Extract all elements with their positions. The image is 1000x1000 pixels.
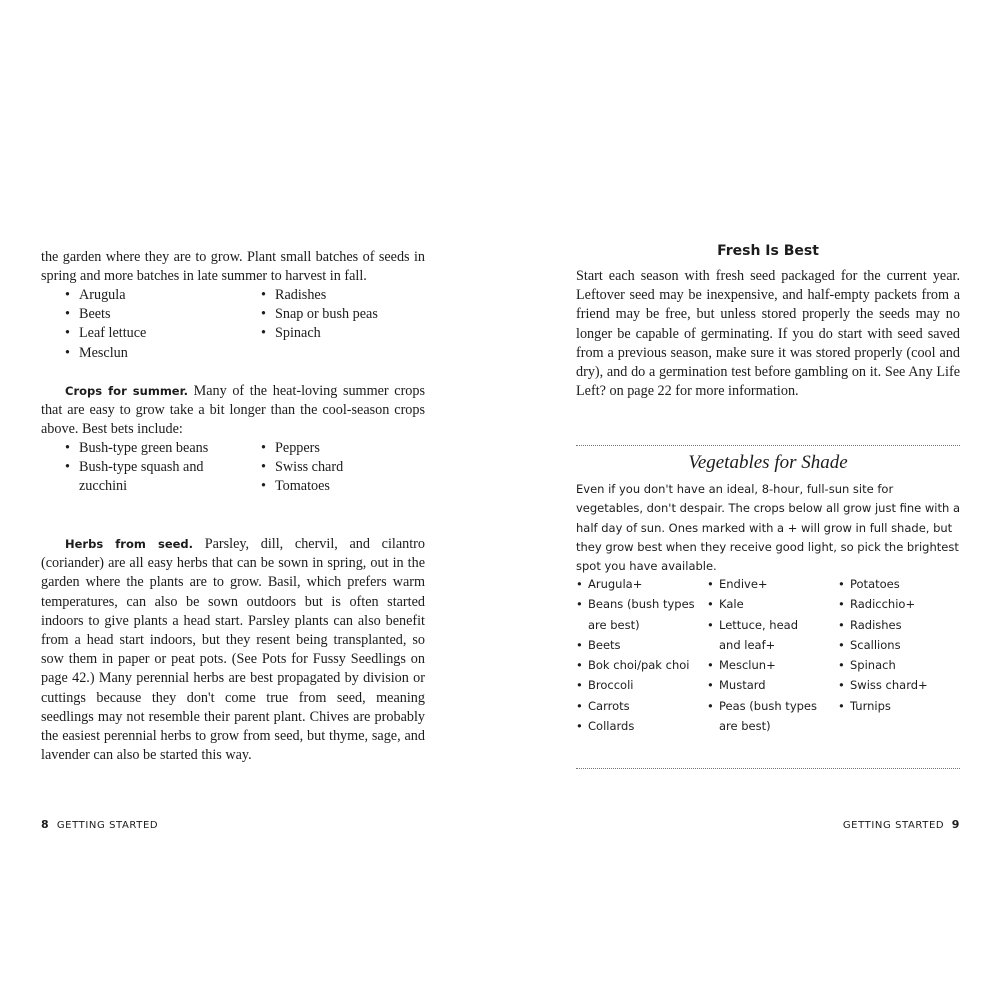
list-item: • Spinach (838, 655, 960, 675)
list-item: • Radishes (838, 615, 960, 635)
summer-crops-list (65, 439, 425, 499)
herbs-text: Parsley, dill, chervil, and cilantro (coriander) are all easy herbs that can be sown in spring, out in the garden where the plants are to grow. Basil, which prefers warm temperatures, can also be sown outdoors but is often started indoors to give plants a head start. Parsley plants can also benefit from a head start indoors, but they resent being transplanted, so sow them in paper or peat pots. (See Pots for Fussy Seedlings on page 42.) Many perennial herbs are best propagated by division or cuttings because they don't come true from seed, meaning seedlings may not resemble their parent plant. Chives are probably the easiest perennial herbs to grow from seed, but thyme, sage, and lavender can also be started this way. (41, 536, 425, 764)
summer-paragraph (41, 382, 425, 440)
sidebar-bottom-rule (576, 768, 960, 769)
shade-list-col2 (707, 574, 819, 736)
list-item: • Lettuce, head and leaf+ (707, 615, 819, 656)
list-item: • Potatoes (838, 574, 960, 594)
list-item: • Kale (707, 594, 819, 614)
herbs-heading: Herbs from seed. (65, 537, 194, 551)
summer-heading: Crops for summer. (65, 384, 189, 398)
list-item: • Peppers (261, 439, 343, 458)
intro-paragraph: the garden where they are to grow. Plant small batches of seeds in spring and more batches in late summer to harvest in fall. (41, 249, 425, 285)
summer-list-col2 (261, 439, 343, 497)
vegetables-for-shade-heading: Vegetables for Shade (688, 452, 848, 473)
shade-list-col1 (576, 574, 704, 736)
list-item: • Beets (65, 305, 146, 324)
cool-season-list (65, 286, 425, 366)
list-item: • Carrots (576, 696, 704, 716)
right-footer (843, 818, 960, 831)
list-item: • Radishes (261, 286, 378, 305)
list-item: • Mesclun (65, 344, 146, 363)
running-footer-label: GETTING STARTED (56, 820, 159, 831)
fresh-is-best-heading: Fresh Is Best (717, 243, 819, 259)
list-item: • Snap or bush peas (261, 305, 378, 324)
list-item: • Swiss chard (261, 458, 343, 477)
list-item: • Arugula+ (576, 574, 704, 594)
cool-list-col1 (65, 286, 146, 363)
list-item: • Bush-type green beans (65, 439, 215, 458)
cool-list-col2 (261, 286, 378, 344)
vegetables-for-shade-paragraph: Even if you don't have an ideal, 8-hour, full-sun site for vegetables, don't despair. The crops below all grow just fine with a half day of sun. Ones marked with a + will grow in full shade, but they grow best when they receive good light, so pick the brightest spot you have available. (576, 482, 960, 574)
list-item: • Spinach (261, 324, 378, 343)
fresh-is-best-paragraph: Start each season with fresh seed packaged for the current year. Leftover seed may be inexpensive, and half-empty packets from a friend may be free, but unless stored properly the seeds may no longer be capable of germinating. If you do start with seed saved from a previous season, make sure it was stored properly (cool and dry), and do a germination test before gambling on it. See Any Life Left? on page 22 for more information. (576, 268, 960, 400)
list-item: • Mesclun+ (707, 655, 819, 675)
list-item: • Peas (bush types are best) (707, 696, 819, 737)
list-item: • Arugula (65, 286, 146, 305)
list-item: • Tomatoes (261, 477, 343, 496)
page-number: 8 (41, 818, 50, 831)
page-number: 9 (951, 818, 960, 831)
list-item: • Swiss chard+ (838, 675, 960, 695)
list-item: • Endive+ (707, 574, 819, 594)
list-item: • Mustard (707, 675, 819, 695)
running-footer-label: GETTING STARTED (842, 820, 945, 831)
list-item: • Bush-type squash and zucchini (65, 458, 215, 496)
list-item: • Beans (bush types are best) (576, 594, 704, 635)
list-item: • Radicchio+ (838, 594, 960, 614)
summer-list-col1 (65, 439, 215, 497)
shade-list-col3 (838, 574, 960, 716)
list-item: • Collards (576, 716, 704, 736)
list-item: • Bok choi/pak choi (576, 655, 704, 675)
list-item: • Leaf lettuce (65, 324, 146, 343)
list-item: • Beets (576, 635, 704, 655)
herbs-paragraph (41, 535, 425, 765)
list-item: • Scallions (838, 635, 960, 655)
left-footer (41, 818, 158, 831)
summer-text: Many of the heat-loving summer crops that are easy to grow take a bit longer than the cool-season crops above. Best bets include: (41, 383, 425, 438)
list-item: • Turnips (838, 696, 960, 716)
list-item: • Broccoli (576, 675, 704, 695)
sidebar-top-rule (576, 445, 960, 446)
